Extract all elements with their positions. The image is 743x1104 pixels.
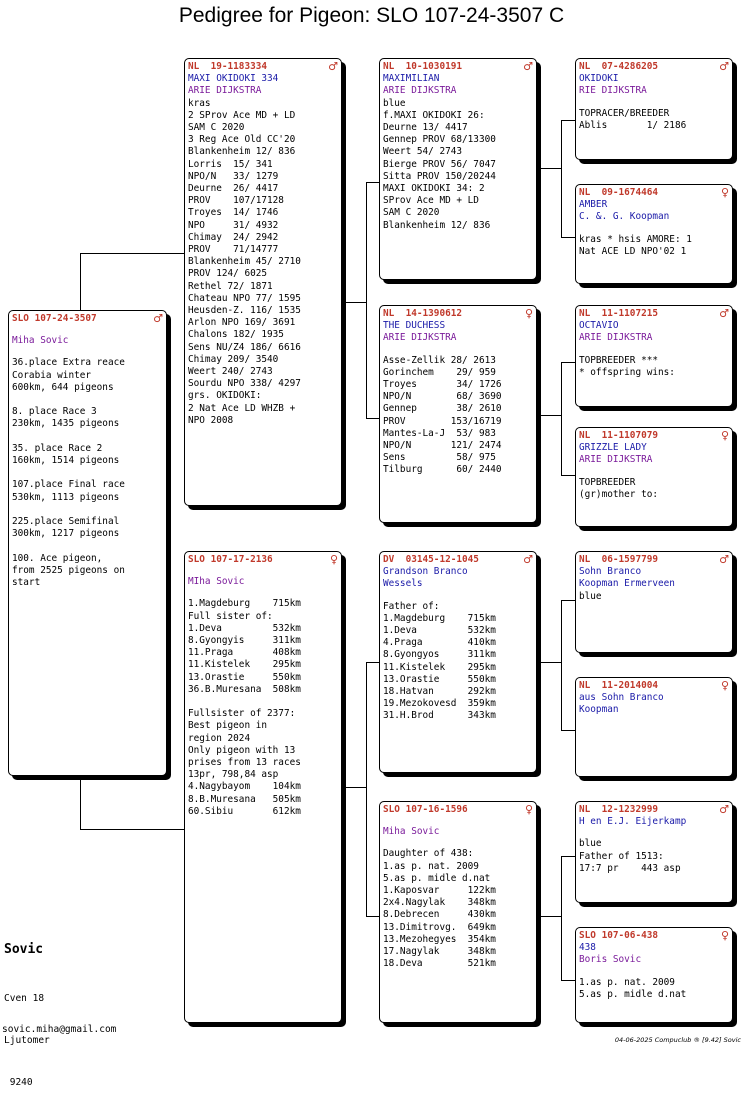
info-line: 1.as p. nat. 2009	[579, 976, 675, 988]
info-line: SProv Ace MD + LD	[383, 195, 479, 207]
subject-owner: Miha Sovic	[12, 335, 69, 347]
info-line: Blankenheim 12/ 836	[188, 146, 296, 158]
info-line: NPO/N 121/ 2474	[383, 440, 502, 452]
sire-name: MAXI OKIDOKI 334	[188, 73, 279, 85]
info-line	[188, 696, 338, 708]
info-line: Rethel 72/ 1871	[188, 280, 273, 292]
male-icon: ♂	[328, 60, 338, 73]
info-line: 11.Kistelek 295km	[188, 659, 301, 671]
female-icon: ♀	[524, 307, 533, 320]
sd-name: THE DUCHESS	[383, 320, 446, 332]
dsd-card[interactable]	[575, 677, 733, 777]
page-title: Pedigree for Pigeon: SLO 107-24-3507 C	[178, 4, 565, 27]
info-line: Bierge PROV 56/ 7047	[383, 158, 496, 170]
info-line: Arlon NPO 169/ 3691	[188, 317, 296, 329]
female-icon: ♀	[720, 429, 729, 442]
info-line: Best pigeon in	[188, 720, 268, 732]
info-line: Heusden-Z. 116/ 1535	[188, 305, 301, 317]
info-line: 13.Dimitrovg. 649km	[383, 921, 496, 933]
dss-name: Sohn Branco	[579, 566, 642, 578]
ddd-name: 438	[579, 942, 596, 954]
ddd-info	[579, 977, 729, 1001]
male-icon: ♂	[523, 60, 533, 73]
info-line: 35. place Race 2	[12, 442, 103, 454]
info-line: Ablis 1/ 2186	[579, 119, 687, 131]
info-line: 4.Nagybayom 104km	[188, 781, 301, 793]
info-line: Lorris 15/ 341	[188, 158, 273, 170]
dam-card[interactable]	[184, 551, 342, 1023]
ssd-id: NL 09-1674464	[579, 187, 659, 198]
dds-name: H en E.J. Eijerkamp	[579, 816, 687, 828]
info-line: Chalons 182/ 1935	[188, 329, 284, 341]
sss-name: OKIDOKI	[579, 73, 619, 85]
sire-id: NL 19-1183334	[188, 61, 268, 72]
info-line	[12, 540, 163, 552]
address-line: Cven 18	[4, 993, 45, 1004]
info-line: Sens 58/ 975	[383, 452, 496, 464]
info-line: Troyes 14/ 1746	[188, 207, 279, 219]
sire-owner: ARIE DIJKSTRA	[188, 85, 262, 97]
info-line	[12, 467, 163, 479]
info-line: Weert 54/ 2743	[383, 146, 463, 158]
info-line: blue	[579, 590, 602, 602]
sdd-name: GRIZZLE LADY	[579, 442, 647, 454]
info-line: start	[12, 576, 41, 588]
ssd-info	[579, 234, 729, 258]
info-line: SAM C 2020	[383, 207, 440, 219]
info-line: 4.Praga 410km	[383, 637, 496, 649]
info-line: kras	[188, 97, 211, 109]
info-line: 31.H.Brod 343km	[383, 710, 496, 722]
female-icon: ♀	[720, 186, 729, 199]
info-line: 160km, 1514 pigeons	[12, 455, 120, 466]
info-line: blue	[383, 97, 406, 109]
info-line: Only pigeon with 13	[188, 744, 296, 756]
ds-name: Grandson Branco	[383, 566, 468, 578]
ddd-owner: Boris Sovic	[579, 954, 642, 966]
info-line: Deurne 13/ 4417	[383, 122, 468, 134]
female-icon: ♀	[720, 929, 729, 942]
ss-card[interactable]	[379, 58, 537, 280]
subject-info	[12, 357, 163, 589]
info-line: Gennep PROV 68/13300	[383, 134, 496, 146]
ssd-card[interactable]	[575, 184, 733, 284]
dds-info	[579, 838, 729, 875]
info-line: 3 Reg Ace Old CC'20	[188, 134, 296, 146]
info-line: 225.place Semifinal	[12, 515, 120, 527]
info-line: 17:7 pr 443 asp	[579, 862, 681, 874]
sds-owner: ARIE DIJKSTRA	[579, 332, 653, 344]
dam-id: SLO 107-17-2136	[188, 554, 273, 565]
info-line: 8.Debrecen 430km	[383, 909, 496, 921]
male-icon: ♂	[153, 312, 163, 325]
dam-info	[188, 598, 338, 818]
sss-id: NL 07-4286205	[579, 61, 659, 72]
info-line: Father of 1513:	[579, 850, 664, 862]
info-line: 1.Kaposvar 122km	[383, 885, 496, 897]
sdd-card[interactable]	[575, 427, 733, 527]
info-line: Deurne 26/ 4417	[188, 183, 279, 195]
info-line: 13pr, 798,84 asp	[188, 769, 279, 781]
info-line: prises from 13 races	[188, 757, 301, 769]
info-line: * offspring wins:	[579, 366, 675, 378]
footer-stamp: 04-06-2025 Compuclub ® [9.42] Sovic	[614, 1036, 741, 1044]
dss-card[interactable]	[575, 551, 733, 653]
info-line: NPO 31/ 4932	[188, 219, 279, 231]
info-line: Blankenheim 12/ 836	[383, 219, 491, 231]
info-line: Corabia winter	[12, 369, 92, 381]
dss-id: NL 06-1597799	[579, 554, 659, 565]
subject-card[interactable]	[8, 310, 167, 776]
female-icon: ♀	[329, 553, 338, 566]
male-icon: ♂	[719, 803, 729, 816]
info-line: Gennep 38/ 2610	[383, 403, 502, 415]
sds-name: OCTAVIO	[579, 320, 619, 332]
sds-id: NL 11-1107215	[579, 308, 659, 319]
info-line: 13.Orastie 550km	[188, 671, 301, 683]
info-line: f.MAXI OKIDOKI 26:	[383, 109, 485, 121]
info-line: PROV 153/16719	[383, 415, 502, 427]
info-line: Sourdu NPO 338/ 4297	[188, 378, 301, 390]
info-line: TOPBREEDER ***	[579, 354, 659, 366]
info-line: 2 SProv Ace MD + LD	[188, 109, 296, 121]
info-line: PROV 107/17128	[188, 195, 284, 207]
dd-card[interactable]	[379, 801, 537, 1023]
sds-info	[579, 355, 729, 379]
info-line: 8. place Race 3	[12, 406, 97, 418]
breeder-name: Sovic	[4, 942, 44, 957]
sd-info	[383, 355, 533, 477]
info-line: Nat ACE LD NPO'02 1	[579, 245, 687, 257]
dsd-name: aus Sohn Branco	[579, 692, 664, 704]
sdd-id: NL 11-1107079	[579, 430, 659, 441]
dd-info	[383, 848, 533, 970]
ddd-card[interactable]	[575, 927, 733, 1023]
info-line: 300km, 1217 pigeons	[12, 528, 120, 540]
sdd-info	[579, 477, 729, 501]
info-line: 13.Orastie 550km	[383, 673, 496, 685]
info-line: 2x4.Nagylak 348km	[383, 897, 496, 909]
info-line: 1.Magdeburg 715km	[188, 598, 301, 610]
info-line: 18.Deva 521km	[383, 958, 496, 970]
info-line: PROV 71/14777	[188, 244, 279, 256]
ds-info	[383, 601, 533, 723]
dss-owner: Koopman Ermerveen	[579, 578, 675, 590]
address-line: 9240	[4, 1077, 33, 1088]
info-line: 1.Magdeburg 715km	[383, 612, 496, 624]
dd-id: SLO 107-16-1596	[383, 804, 468, 815]
info-line: 100. Ace pigeon,	[12, 552, 103, 564]
dds-card[interactable]	[575, 801, 733, 903]
info-line	[12, 394, 163, 406]
info-line: grs. OKIDOKI:	[188, 390, 262, 402]
male-icon: ♂	[719, 60, 729, 73]
info-line: 8.Gyongyos 311km	[383, 649, 496, 661]
info-line: 1.as p. nat. 2009	[383, 860, 479, 872]
info-line: 13.Mezohegyes 354km	[383, 933, 496, 945]
ss-owner: ARIE DIJKSTRA	[383, 85, 457, 97]
info-line: Sens NU/Z4 186/ 6616	[188, 341, 301, 353]
info-line: Father of:	[383, 600, 440, 612]
info-line: Chimay 209/ 3540	[188, 353, 279, 365]
ss-id: NL 10-1030191	[383, 61, 463, 72]
info-line: PROV 124/ 6025	[188, 268, 268, 280]
info-line: 36.place Extra reace	[12, 357, 125, 369]
ds-id: DV 03145-12-1045	[383, 554, 479, 565]
sss-info	[579, 108, 729, 132]
info-line: 1.Deva 532km	[383, 625, 496, 637]
sss-card[interactable]	[575, 58, 733, 160]
info-line: blue	[579, 838, 602, 850]
sire-info	[188, 98, 338, 427]
info-line: Troyes 34/ 1726	[383, 379, 502, 391]
male-icon: ♂	[719, 553, 729, 566]
ss-name: MAXIMILIAN	[383, 73, 440, 85]
dsd-owner: Koopman	[579, 704, 619, 716]
info-line: 8.B.Muresana 505km	[188, 793, 301, 805]
female-icon: ♀	[524, 803, 533, 816]
dds-id: NL 12-1232999	[579, 804, 659, 815]
ds-owner: Wessels	[383, 578, 423, 590]
info-line: 230km, 1435 pigeons	[12, 418, 120, 430]
info-line: 2 Nat Ace LD WHZB +	[188, 402, 296, 414]
subject-id: SLO 107-24-3507	[12, 313, 97, 324]
info-line: Blankenheim 45/ 2710	[188, 256, 301, 268]
sss-owner: RIE DIJKSTRA	[579, 85, 647, 97]
male-icon: ♂	[523, 553, 533, 566]
ss-info	[383, 98, 533, 232]
dss-info	[579, 591, 729, 603]
address-line: Ljutomer	[4, 1035, 50, 1046]
info-line	[12, 431, 163, 443]
info-line: kras * hsis AMORE: 1	[579, 233, 692, 245]
ssd-name: AMBER	[579, 199, 608, 211]
sdd-owner: ARIE DIJKSTRA	[579, 454, 653, 466]
info-line: Chateau NPO 77/ 1595	[188, 292, 301, 304]
info-line: Full sister of:	[188, 610, 273, 622]
info-line: Chimay 24/ 2942	[188, 231, 279, 243]
dam-owner: MIha Sovic	[188, 576, 245, 588]
info-line: NPO/N 33/ 1279	[188, 170, 279, 182]
info-line: (gr)mother to:	[579, 488, 659, 500]
sd-id: NL 14-1390612	[383, 308, 463, 319]
info-line: 5.as p. midle d.nat	[383, 872, 491, 884]
info-line: 5.as p. midle d.nat	[579, 988, 687, 1000]
ds-card[interactable]	[379, 551, 537, 773]
info-line: NPO 2008	[188, 414, 234, 426]
info-line: 8.Gyongyis 311km	[188, 635, 301, 647]
info-line: Gorinchem 29/ 959	[383, 366, 496, 378]
info-line: Mantes-La-J 53/ 983	[383, 427, 496, 439]
info-line: 11.Kistelek 295km	[383, 661, 496, 673]
info-line: Asse-Zellik 28/ 2613	[383, 354, 496, 366]
breeder-email[interactable]: sovic.miha@gmail.com	[2, 1024, 117, 1035]
info-line: 1.Deva 532km	[188, 622, 301, 634]
info-line: MAXI OKIDOKI 34: 2	[383, 183, 485, 195]
info-line: Fullsister of 2377:	[188, 708, 296, 720]
info-line: 19.Mezokovesd 359km	[383, 698, 496, 710]
sd-card[interactable]	[379, 305, 537, 523]
info-line: SAM C 2020	[188, 122, 245, 134]
info-line: 107.place Final race	[12, 479, 125, 491]
male-icon: ♂	[719, 307, 729, 320]
info-line: 600km, 644 pigeons	[12, 381, 114, 393]
ddd-id: SLO 107-06-438	[579, 930, 659, 941]
dd-owner: Miha Sovic	[383, 826, 440, 838]
info-line: 60.Sibiu 612km	[188, 805, 301, 817]
info-line: Daughter of 438:	[383, 848, 474, 860]
sd-owner: ARIE DIJKSTRA	[383, 332, 457, 344]
info-line: 530km, 1113 pigeons	[12, 491, 120, 503]
dsd-id: NL 11-2014004	[579, 680, 659, 691]
info-line: 18.Hatvan 292km	[383, 686, 496, 698]
sds-card[interactable]	[575, 305, 733, 407]
info-line: 36.B.Muresana 508km	[188, 683, 301, 695]
info-line: Sitta PROV 150/20244	[383, 170, 496, 182]
sire-card[interactable]	[184, 58, 342, 506]
info-line: TOPRACER/BREEDER	[579, 107, 670, 119]
female-icon: ♀	[720, 679, 729, 692]
info-line: 17.Nagylak 348km	[383, 946, 496, 958]
info-line: TOPBREEDER	[579, 476, 636, 488]
info-line: region 2024	[188, 732, 251, 744]
info-line: Tilburg 60/ 2440	[383, 464, 502, 476]
info-line: 11.Praga 408km	[188, 647, 301, 659]
ssd-owner: C. &. G. Koopman	[579, 211, 670, 223]
info-line: NPO/N 68/ 3690	[383, 391, 502, 403]
info-line: from 2525 pigeons on	[12, 564, 125, 576]
info-line: Weert 240/ 2743	[188, 366, 273, 378]
info-line	[12, 504, 163, 516]
